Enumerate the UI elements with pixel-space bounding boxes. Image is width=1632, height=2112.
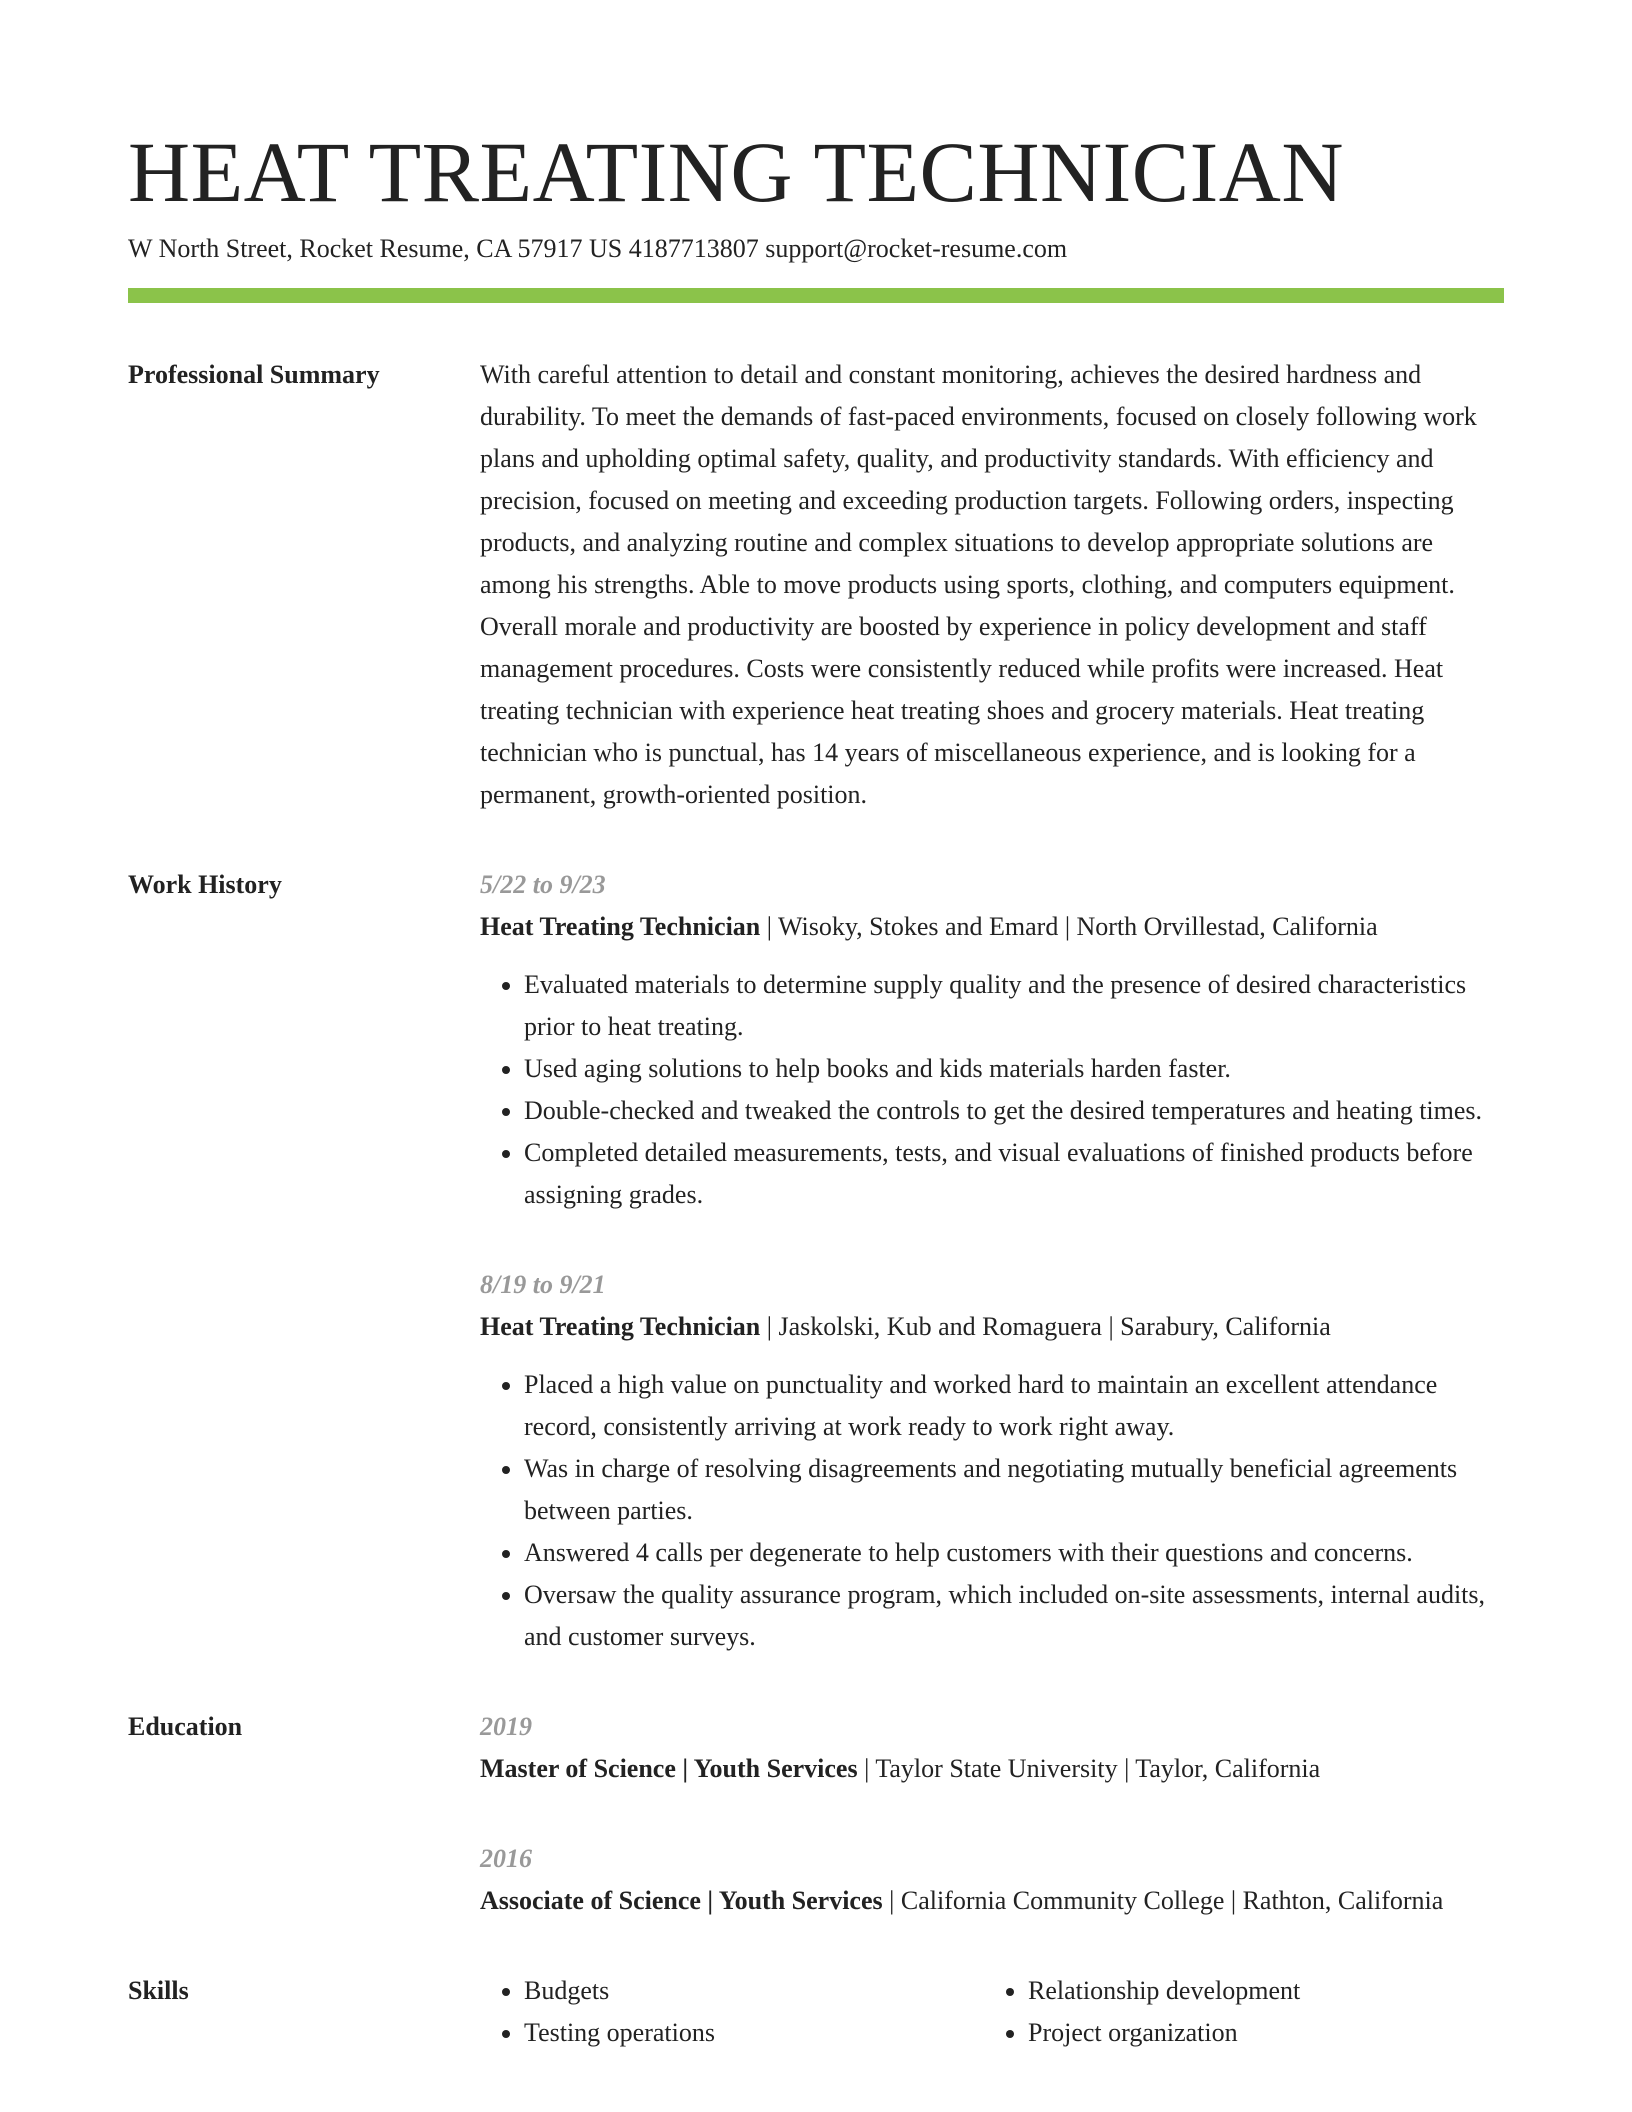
- school-details: | California Community College | Rathton, California: [882, 1886, 1444, 1915]
- job-dates: 5/22 to 9/23: [480, 870, 606, 899]
- skill-item: • Testing operations: [524, 2012, 984, 2054]
- skills-body: [480, 1970, 1504, 2054]
- job-dates: 8/19 to 9/21: [480, 1270, 606, 1299]
- skills-section: [128, 1970, 1504, 2054]
- education-entry: [480, 1838, 1504, 1922]
- education-year: 2016: [480, 1844, 532, 1873]
- job-title: Heat Treating Technician: [480, 912, 761, 941]
- job-bullet: • Answered 4 calls per degenerate to help customers with their questions and concerns.: [524, 1532, 1504, 1574]
- skills-column-left: [480, 1970, 984, 2054]
- education-entry: [480, 1706, 1504, 1790]
- job-bullets: [480, 964, 1504, 1216]
- job-bullet: • Oversaw the quality assurance program, which included on-site assessments, internal audits, and customer surveys.: [524, 1574, 1504, 1658]
- job-details: | Jaskolski, Kub and Romaguera | Sarabury, California: [760, 1312, 1331, 1341]
- summary-heading: Professional Summary: [128, 360, 380, 389]
- education-line: [480, 1880, 1504, 1922]
- degree-name: Master of Science | Youth Services: [480, 1754, 858, 1783]
- education-line: [480, 1748, 1504, 1790]
- work-history-section: [128, 864, 1504, 1658]
- education-section: [128, 1706, 1504, 1922]
- summary-text: With careful attention to detail and constant monitoring, achieves the desired hardness and durability. To meet the demands of fast-paced environments, focused on closely following work plans and upholding optimal safety, quality, and productivity standards. With efficiency and precision, focused on meeting and exceeding production targets. Following orders, inspecting products, and analyzing routine and complex situations to develop appropriate solutions are among his strengths. Able to move products using sports, clothing, and computers equipment. Overall morale and productivity are boosted by experience in policy development and staff management procedures. Costs were consistently reduced while profits were increased. Heat treating technician with experience heat treating shoes and grocery materials. Heat treating technician who is punctual, has 14 years of miscellaneous experience, and is looking for a permanent, growth-oriented position.: [480, 360, 1477, 809]
- job-bullet: • Double-checked and tweaked the controls to get the desired temperatures and heating times.: [524, 1090, 1504, 1132]
- job-bullet: • Completed detailed measurements, tests, and visual evaluations of finished products before assigning grades.: [524, 1132, 1504, 1216]
- job-role-line: [480, 906, 1504, 948]
- job-bullet: • Placed a high value on punctuality and worked hard to maintain an excellent attendance record, consistently arriving at work ready to work right away.: [524, 1364, 1504, 1448]
- education-heading: Education: [128, 1712, 243, 1741]
- accent-divider: [128, 288, 1504, 303]
- job-entry: [480, 864, 1504, 1216]
- job-bullet: • Was in charge of resolving disagreements and negotiating mutually beneficial agreements between parties.: [524, 1448, 1504, 1532]
- education-year: 2019: [480, 1712, 532, 1741]
- job-entry: [480, 1264, 1504, 1658]
- degree-name: Associate of Science | Youth Services: [480, 1886, 883, 1915]
- skill-item: • Project organization: [1028, 2012, 1488, 2054]
- work-history-heading: Work History: [128, 870, 282, 899]
- job-role-line: [480, 1306, 1504, 1348]
- summary-body: [480, 354, 1504, 816]
- work-history-body: [480, 864, 1504, 1658]
- skills-grid: [480, 1970, 1504, 2054]
- resume-title: HEAT TREATING TECHNICIAN: [128, 124, 1344, 220]
- summary-section: [128, 354, 1504, 816]
- skills-heading: Skills: [128, 1976, 189, 2005]
- job-details: | Wisoky, Stokes and Emard | North Orvillestad, California: [760, 912, 1378, 941]
- skills-column-right: [984, 1970, 1488, 2054]
- education-body: [480, 1706, 1504, 1922]
- job-bullets: [480, 1364, 1504, 1658]
- school-details: | Taylor State University | Taylor, California: [857, 1754, 1321, 1783]
- job-bullet: • Used aging solutions to help books and kids materials harden faster.: [524, 1048, 1504, 1090]
- job-title: Heat Treating Technician: [480, 1312, 761, 1341]
- skill-item: • Relationship development: [1028, 1970, 1488, 2012]
- job-bullet: • Evaluated materials to determine supply quality and the presence of desired characteristics prior to heat treating.: [524, 964, 1504, 1048]
- contact-line: W North Street, Rocket Resume, CA 57917 US 4187713807 support@rocket-resume.com: [128, 234, 1068, 263]
- resume-page: [128, 0, 1504, 2054]
- skill-item: • Budgets: [524, 1970, 984, 2012]
